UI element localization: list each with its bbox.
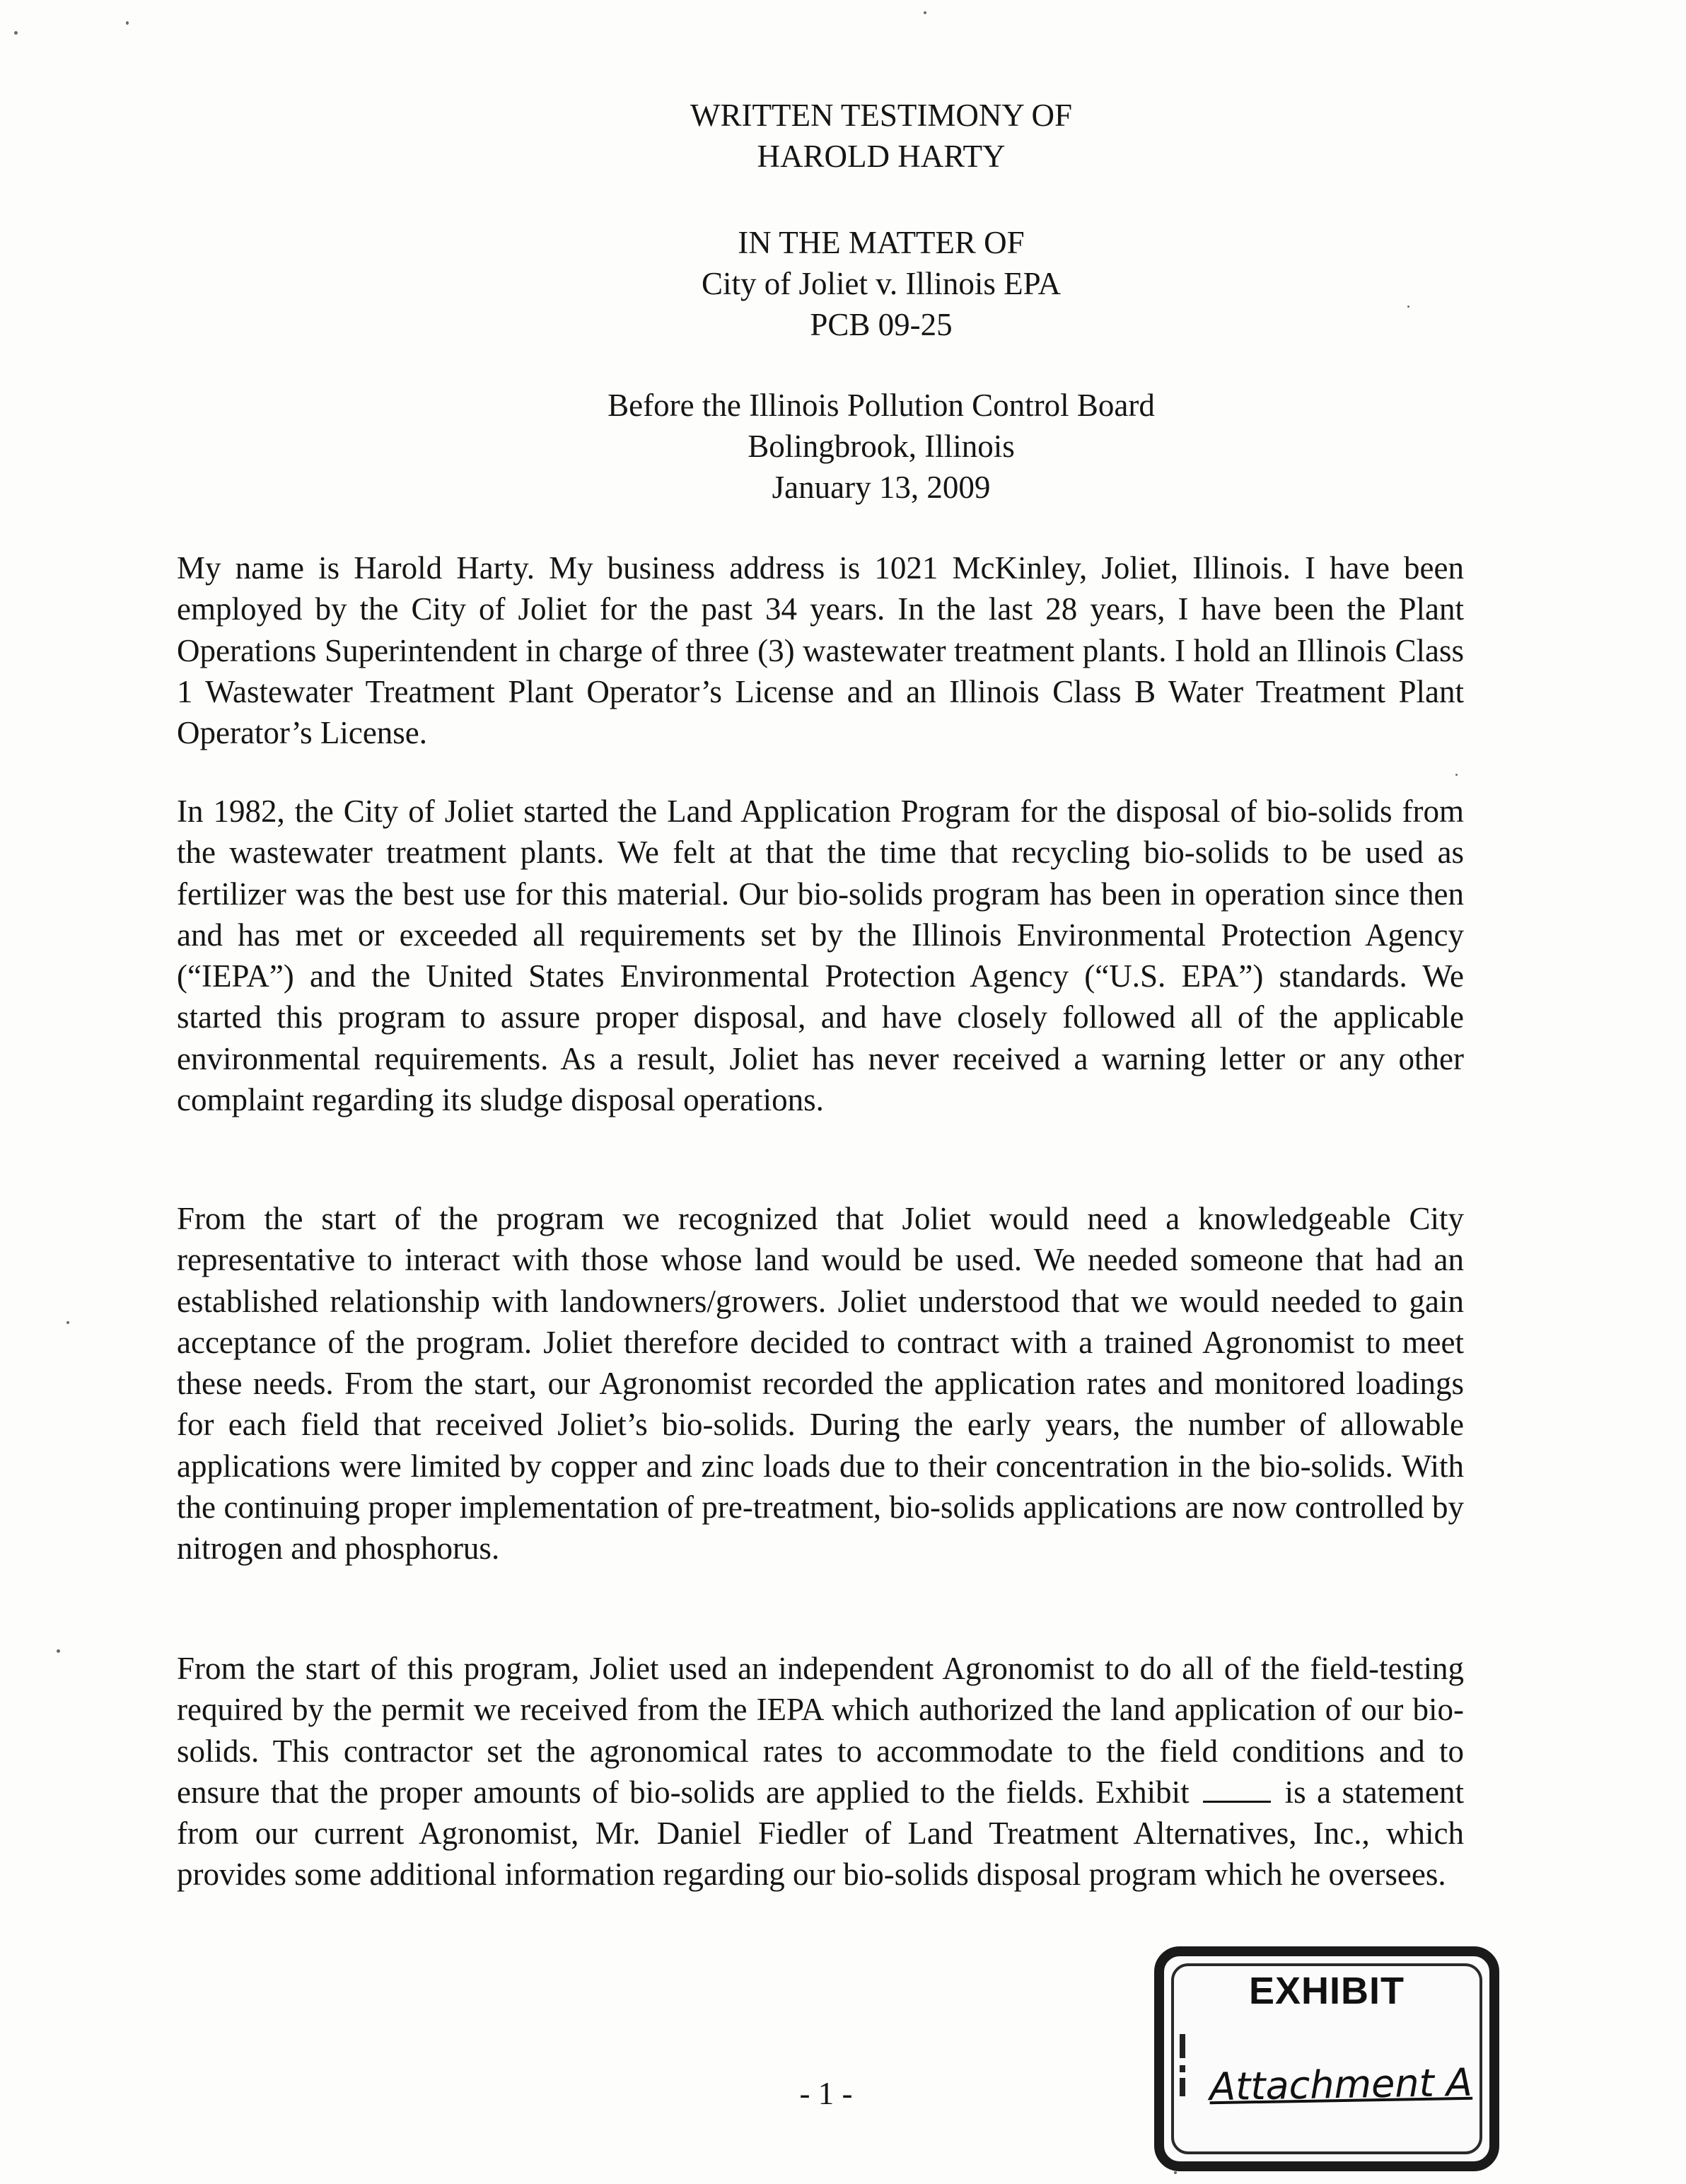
title-line: WRITTEN TESTIMONY OF: [690, 98, 1072, 133]
scan-speck: [1174, 2171, 1177, 2174]
body-paragraph: [177, 1648, 1464, 1895]
body-paragraph: From the start of the program we recognized that Joliet would need a knowledgeable City representative to interact with those whose land would be used. We needed someone that had an established relationship with landowners/growers. Joliet understood that we would needed to gain acceptance of the program. Joliet therefore decided to contract with a trained Agronomist to meet these needs. From the start, our Agronomist recorded the application rates and monitored loadings for each field that received Joliet’s bio-solids. During the early years, the number of allowable applications were limited by copper and zinc loads due to their concentration in the bio-solids. With the continuing proper implementation of pre-treatment, bio-solids applications are now controlled by nitrogen and phosphorus.: [177, 1201, 1464, 1567]
caption-line: PCB 09-25: [810, 307, 953, 342]
venue-block: [38, 385, 1686, 508]
case-caption: [38, 222, 1686, 345]
document-title: [38, 95, 1686, 177]
venue-line: Bolingbrook, Illinois: [748, 429, 1015, 464]
scan-speck: [14, 31, 18, 35]
scan-speck: [924, 11, 926, 14]
body-paragraph: In 1982, the City of Joliet started the Land Application Program for the disposal of bio-solids from the wastewater treatment plants. We felt at that the time that recycling bio-solids to be used as fertilizer was the best use for this material. Our bio-solids program has been in operation since then and has met or exceeded all requirements set by the Illinois Environmental Protection Agency (“IEPA”) and the United States Environmental Protection Agency (“U.S. EPA”) standards. We started this program to assure proper disposal, and have closely followed all of the applicable environmental requirements. As a result, Joliet has never received a warning letter or any other complaint regarding its sludge disposal operations.: [177, 794, 1464, 1118]
stamp-side-mark-icon: [1178, 2034, 1188, 2096]
exhibit-stamp-value: Attachment A: [1209, 2060, 1473, 2110]
scan-speck: [1407, 306, 1409, 308]
scan-speck: [1455, 774, 1458, 776]
venue-line: Before the Illinois Pollution Control Board: [607, 388, 1155, 423]
scan-speck: [66, 1321, 69, 1324]
title-line: HAROLD HARTY: [757, 139, 1006, 174]
scan-speck: [126, 21, 129, 25]
paragraph-text: From the start of this program, Joliet used an independent Agronomist to do all of the field-testing required by the permit we received from the IEPA which authorized the land application of our bio-solids. This contractor set the agronomical rates to accommodate to the field conditions and to ensure that the proper amounts of bio-solids are applied to the fields. Exhibit: [177, 1651, 1464, 1810]
scan-speck: [57, 1649, 60, 1653]
page-number: - 1 -: [799, 2076, 853, 2111]
paragraph-text: is a statement from our current Agronomist, Mr. Daniel Fiedler of Land Treatment Alternatives, Inc., which provides some additional information regarding our bio-solids disposal program which he oversees.: [177, 1774, 1465, 1893]
exhibit-stamp-title: EXHIBIT: [1248, 1970, 1405, 2012]
caption-line: City of Joliet v. Illinois EPA: [702, 266, 1061, 301]
body-paragraph: My name is Harold Harty. My business address is 1021 McKinley, Joliet, Illinois. I have been employed by the City of Joliet for the past 34 years. In the last 28 years, I have been the Plant Operations Superintendent in charge of three (3) wastewater treatment plants. I hold an Illinois Class 1 Wastewater Treatment Plant Operator’s License and an Illinois Class B Water Treatment Plant Operator’s License.: [177, 550, 1464, 751]
caption-line: IN THE MATTER OF: [738, 225, 1025, 260]
exhibit-blank-line: [1203, 1778, 1271, 1803]
exhibit-stamp: [1154, 1946, 1499, 2171]
venue-line: January 13, 2009: [772, 470, 991, 505]
